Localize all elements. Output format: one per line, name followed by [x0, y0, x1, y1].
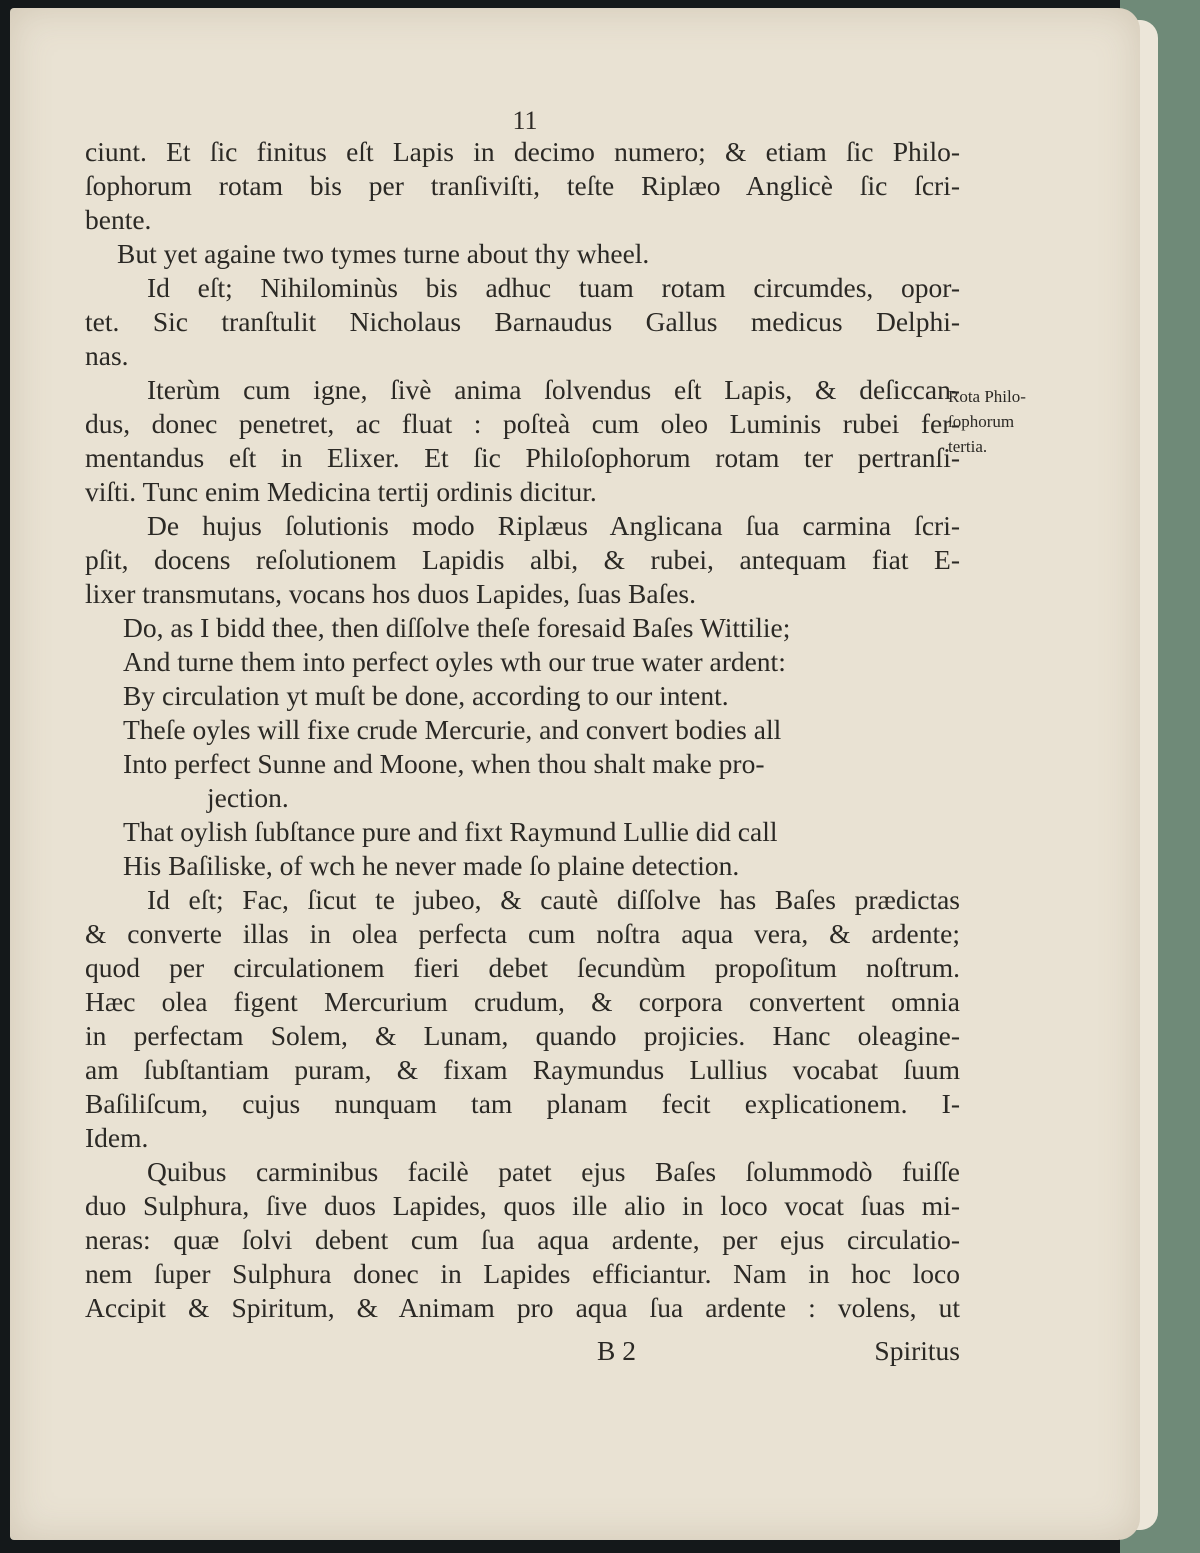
text-line: tet. Sic tranſtulit Nicholaus Barnaudus Gallus medicus Delphi-	[85, 306, 960, 337]
text-line: dus, donec penetret, ac fluat : poſteà cum oleo Luminis rubei fer-	[85, 408, 960, 439]
text-line: bente.	[85, 204, 152, 235]
text-line: lixer transmutans, vocans hos duos Lapides, ſuas Baſes.	[85, 578, 697, 609]
page-footer	[85, 1334, 960, 1368]
verse-line: And turne them into perfect oyles wth our true water ardent:	[123, 646, 786, 677]
text-line: viſti. Tunc enim Medicina tertij ordinis dicitur.	[85, 476, 597, 507]
margin-note	[948, 384, 1078, 459]
text-line: Hæc olea figent Mercurium crudum, & corpora convertent omnia	[85, 986, 960, 1017]
text-line: But yet againe two tymes turne about thy wheel.	[117, 238, 650, 269]
verse-line: His Baſiliske, of wch he never made ſo plaine detection.	[123, 850, 740, 881]
text-line: am ſubſtantiam puram, & fixam Raymundus Lullius vocabat ſuum	[85, 1054, 960, 1085]
text-line: mentandus eſt in Elixer. Et ſic Philoſophorum rotam ter pertranſi-	[85, 442, 960, 473]
text-line: Iterùm cum igne, ſivè anima ſolvendus eſt Lapis, & deſiccan-	[147, 374, 960, 405]
text-line: Accipit & Spiritum, & Animam pro aqua ſua ardente : volens, ut	[85, 1292, 960, 1323]
text-line: Baſiliſcum, cujus nunquam tam planam fecit explicationem. I-	[85, 1088, 960, 1119]
text-line: pſit, docens reſolutionem Lapidis albi, & rubei, antequam fiat E-	[85, 544, 960, 575]
verse-line: That oylish ſubſtance pure and fixt Raymund Lullie did call	[123, 816, 778, 847]
text-line: nem ſuper Sulphura donec in Lapides efficiantur. Nam in hoc loco	[85, 1258, 960, 1289]
verse-line: Do, as I bidd thee, then diſſolve theſe foresaid Baſes Wittilie;	[123, 612, 791, 643]
verse-line: By circulation yt muſt be done, according to our intent.	[123, 680, 729, 711]
text-line: & converte illas in olea perfecta cum noſtra aqua vera, & ardente;	[85, 918, 960, 949]
text-line: duo Sulphura, ſive duos Lapides, quos ille alio in loco vocat ſuas mi-	[85, 1190, 960, 1221]
margin-note-line: ſophorum	[948, 412, 1015, 431]
text-line: Id eſt; Nihilominùs bis adhuc tuam rotam circumdes, opor-	[147, 272, 960, 303]
text-line: ciunt. Et ſic finitus eſt Lapis in decimo numero; & etiam ſic Philo-	[85, 136, 960, 167]
text-line: neras: quæ ſolvi debent cum ſua aqua ardente, per ejus circulatio-	[85, 1224, 960, 1255]
signature-mark: B 2	[597, 1335, 636, 1366]
text-line: quod per circulationem fieri debet ſecundùm propoſitum noſtrum.	[85, 952, 960, 983]
text-line: De hujus ſolutionis modo Riplæus Anglicana ſua carmina ſcri-	[147, 510, 960, 541]
margin-note-line: Rota Philo-	[948, 387, 1026, 406]
text-line: in perfectam Solem, & Lunam, quando projicies. Hanc oleagine-	[85, 1020, 960, 1051]
verse-line: Into perfect Sunne and Moone, when thou shalt make pro-	[123, 748, 765, 779]
text-line: nas.	[85, 340, 129, 371]
text-line: ſophorum rotam bis per tranſiviſti, teſte Riplæo Anglicè ſic ſcri-	[85, 170, 960, 201]
text-line: Id eſt; Fac, ſicut te jubeo, & cautè diſſolve has Baſes prædictas	[147, 884, 960, 915]
margin-note-line: tertia.	[948, 437, 988, 456]
text-line: Quibus carminibus facilè patet ejus Baſes ſolummodò fuiſſe	[147, 1156, 960, 1187]
text-line: Idem.	[85, 1122, 149, 1153]
verse-line: jection.	[207, 782, 289, 813]
body-text	[85, 135, 960, 1325]
page-number: 11	[512, 106, 538, 135]
verse-line: Theſe oyles will fixe crude Mercurie, and convert bodies all	[123, 714, 782, 745]
catchword: Spiritus	[874, 1335, 960, 1366]
